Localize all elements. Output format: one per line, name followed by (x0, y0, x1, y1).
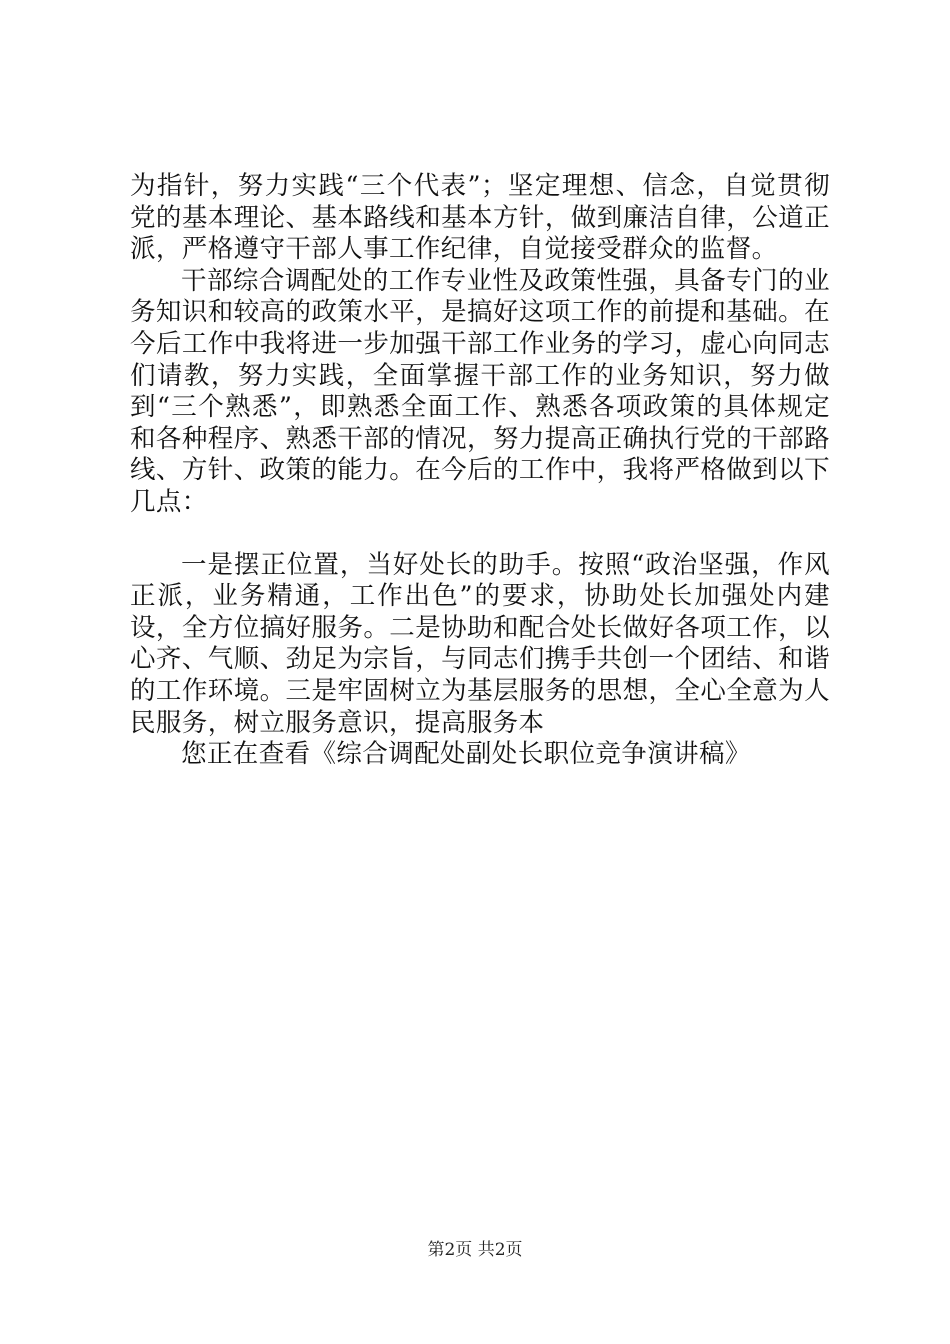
paragraph-viewing-notice: 您正在查看《综合调配处副处长职位竞争演讲稿》 (181, 739, 751, 770)
paragraph-business-knowledge: 干部综合调配处的工作专业性及政策性强，具备专门的业务知识和较高的政策水平，是搞好这项工作的前提和基础。在今后工作中我将进一步加强干部工作业务的学习，虚心向同志们请教，努力实践，全面掌握干部工作的业务知识，努力做到“三个熟悉”，即熟悉全面工作、熟悉各项政策的具体规定和各种程序、熟悉干部的情况，努力提高正确执行党的干部路线、方针、政策的能力。在今后的工作中，我将严格做到以下几点： (130, 265, 830, 517)
document-body (130, 171, 830, 771)
page-footer: 第2页 共2页 (427, 1240, 523, 1260)
paragraph-continuation: 为指针，努力实践“三个代表”；坚定理想、信念，自觉贯彻党的基本理论、基本路线和基本方针，做到廉洁自律，公道正派，严格遵守干部人事工作纪律，自觉接受群众的监督。 (130, 171, 830, 265)
paragraph-three-points: 一是摆正位置，当好处长的助手。按照“政治坚强，作风正派，业务精通，工作出色”的要求，协助处长加强处内建设，全方位搞好服务。二是协助和配合处长做好各项工作，以心齐、气顺、劲足为宗旨，与同志们携手共创一个团结、和谐的工作环境。三是牢固树立为基层服务的思想，全心全意为人民服务，树立服务意识，提高服务本 (130, 549, 830, 738)
